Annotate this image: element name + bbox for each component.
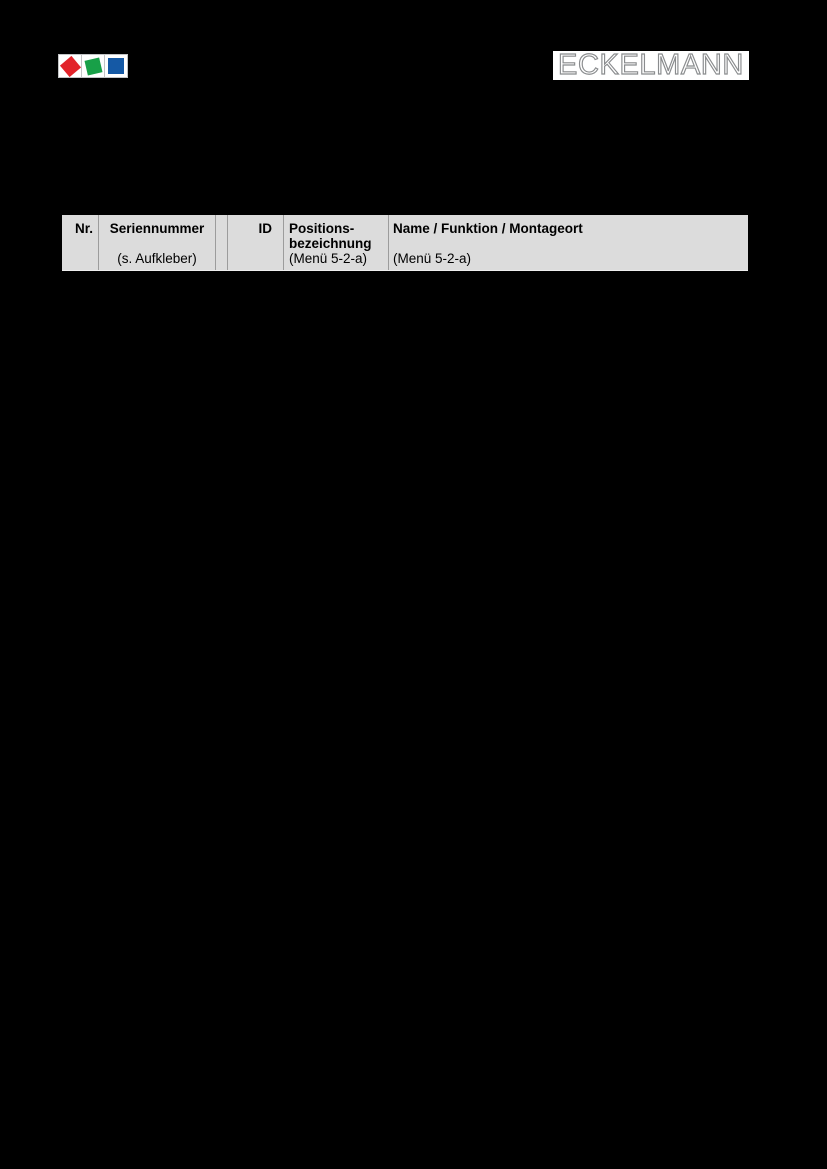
header-line: Positions- bbox=[289, 221, 355, 236]
header-line bbox=[216, 236, 227, 251]
header-line: Nr. bbox=[74, 221, 93, 236]
header-line: Seriennummer bbox=[109, 221, 205, 236]
table-header-row bbox=[62, 215, 748, 271]
logo-cell-green bbox=[82, 54, 105, 78]
header-line: Name / Funktion / Montageort bbox=[393, 221, 583, 236]
red-square-icon bbox=[59, 55, 80, 76]
header-line bbox=[62, 251, 93, 266]
header-line bbox=[228, 236, 272, 251]
elds-logo bbox=[58, 54, 128, 78]
header-line: ID bbox=[258, 221, 272, 236]
header-cell-spacer bbox=[215, 215, 227, 270]
eckelmann-logo bbox=[553, 51, 749, 80]
header-line bbox=[62, 236, 93, 251]
header-cell-seriennummer bbox=[98, 215, 215, 270]
green-square-icon bbox=[84, 57, 102, 75]
header-cell-name-funktion-montageort bbox=[388, 215, 748, 270]
header-line bbox=[99, 236, 215, 251]
header-line bbox=[216, 251, 227, 266]
header-line: (Menü 5-2-a) bbox=[393, 251, 472, 267]
header-line: (Menü 5-2-a) bbox=[289, 251, 368, 267]
header-cell-id bbox=[227, 215, 283, 270]
header-line bbox=[393, 236, 748, 251]
blue-square-icon bbox=[108, 58, 124, 74]
header-cell-nr bbox=[62, 215, 98, 270]
header-line: (s. Aufkleber) bbox=[117, 251, 197, 267]
header-line bbox=[216, 221, 227, 236]
header-cell-positionsbezeichnung bbox=[283, 215, 388, 270]
header-line bbox=[228, 251, 272, 266]
header-line: bezeichnung bbox=[289, 236, 372, 252]
eckelmann-wordmark: ECKELMANN bbox=[558, 51, 744, 80]
logo-cell-red bbox=[58, 54, 82, 78]
logo-cell-blue bbox=[105, 54, 128, 78]
